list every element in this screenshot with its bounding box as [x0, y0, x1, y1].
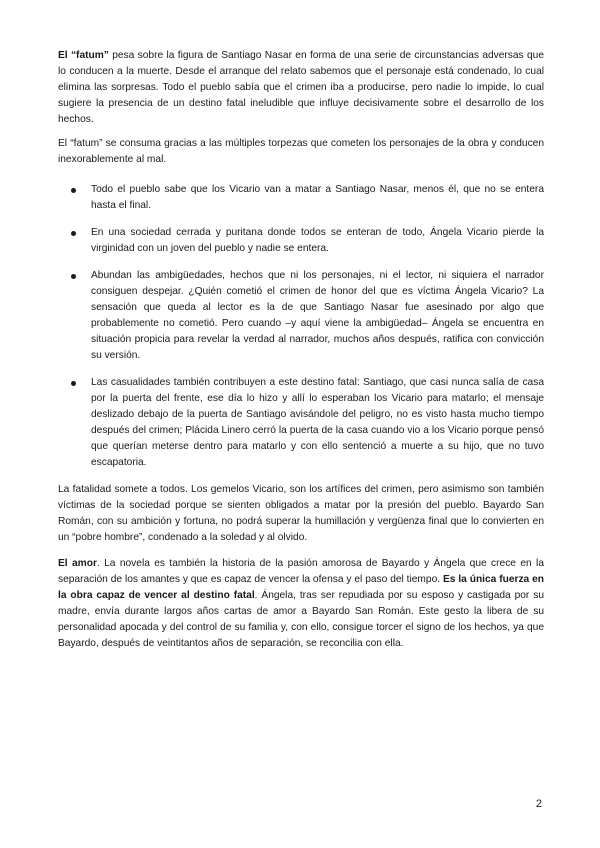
bullet-list — [58, 182, 544, 471]
list-item — [58, 375, 544, 471]
list-item-text: En una sociedad cerrada y puritana donde todos se enteran de todo, Ángela Vicario pierde la virginidad con un joven del pueblo y nadie se entera. — [91, 227, 544, 254]
paragraph-amor — [58, 556, 544, 652]
amor-highlight: Es la única fuerza en la obra capaz de vencer al destino fatal — [58, 574, 545, 601]
list-item — [58, 268, 544, 364]
term-fatum: El “fatum” — [58, 50, 109, 61]
list-item-text: Abundan las ambigüedades, hechos que ni los personajes, ni el lector, ni siquiera el narrador consiguen despejar. ¿Quién cometió el crimen de honor del que es víctima Ángela Vicario? La sensación que queda al lector es la de que Santiago Nasar fue asesinado por algo que probablemente no cometió. Pero cuando –y aquí viene la ambigüedad– Ángela se encuentra en situación propicia para revelar la verdad al narrador, muchos años después, ratifica con convicción su versión. — [91, 270, 544, 361]
list-item — [58, 225, 544, 257]
list-item — [58, 182, 544, 214]
page-number: 2 — [535, 798, 542, 810]
paragraph-fatum-intro — [58, 48, 544, 128]
document-page — [58, 48, 544, 652]
bullet-icon — [71, 381, 76, 386]
amor-text-1: . La novela es también la historia de la pasión amorosa de Bayardo y Ángela que crece en la separación de los amantes y que es capaz de vencer la ofensa y el paso del tiempo. — [58, 558, 544, 585]
term-amor: El amor — [58, 558, 97, 569]
amor-text-2: . Ángela, tras ser repudiada por su esposo y castigada por su madre, envía durante largos años cartas de amor a Bayardo San Román. Este gesto la libera de su personalidad apocada y del control de su familia y, con ello, consigue torcer el signo de los hechos, ya que Bayardo, después de veintitantos años de separación, se reconcilia con ella. — [58, 590, 544, 649]
bullet-icon — [71, 188, 76, 193]
bullet-icon — [71, 231, 76, 236]
paragraph-fatalidad: La fatalidad somete a todos. Los gemelos Vicario, son los artífices del crimen, pero asimismo son también víctimas de la sociedad porque se sienten obligados a matar por la presión del pueblo. Bayardo San Román, con su ambición y fortuna, no podrá superar la humillación y vergüenza final que lo convierten en un “pobre hombre”, condenado a la soledad y al olvido. — [58, 484, 544, 543]
list-item-text: Las casualidades también contribuyen a este destino fatal: Santiago, que casi nunca salía de casa por la puerta del frente, ese día lo hizo y allí lo esperaban los Vicario para matarlo; el mensaje deslizado debajo de la puerta de Santiago avisándole del peligro, no es visto hasta mucho tiempo después del crimen; Plácida Linero cerró la puerta de la casa cuando vio a los Vicario porque pensó que querían meterse dentro para matarlo y con ello sentenció a muerte a su hijo, que no tuvo escapatoria. — [91, 377, 544, 468]
list-item-text: Todo el pueblo sabe que los Vicario van a matar a Santiago Nasar, menos él, que no se entera hasta el final. — [91, 184, 544, 211]
fatum-intro-text: pesa sobre la figura de Santiago Nasar en forma de una serie de circunstancias adversas que lo conducen a la muerte. Desde el arranque del relato sabemos que el personaje está condenado, lo cual elimina las sorpresas. Todo el pueblo sabía que el crimen iba a producirse, pero nadie lo impide, lo cual sugiere la presencia de un destino fatal ineludible que influye decisivamente sobre el desarrollo de los hechos. — [58, 50, 544, 125]
paragraph-fatum-consuma: El “fatum” se consuma gracias a las múltiples torpezas que cometen los personajes de la obra y conducen inexorablemente al mal. — [58, 138, 544, 165]
bullet-icon — [71, 274, 76, 279]
